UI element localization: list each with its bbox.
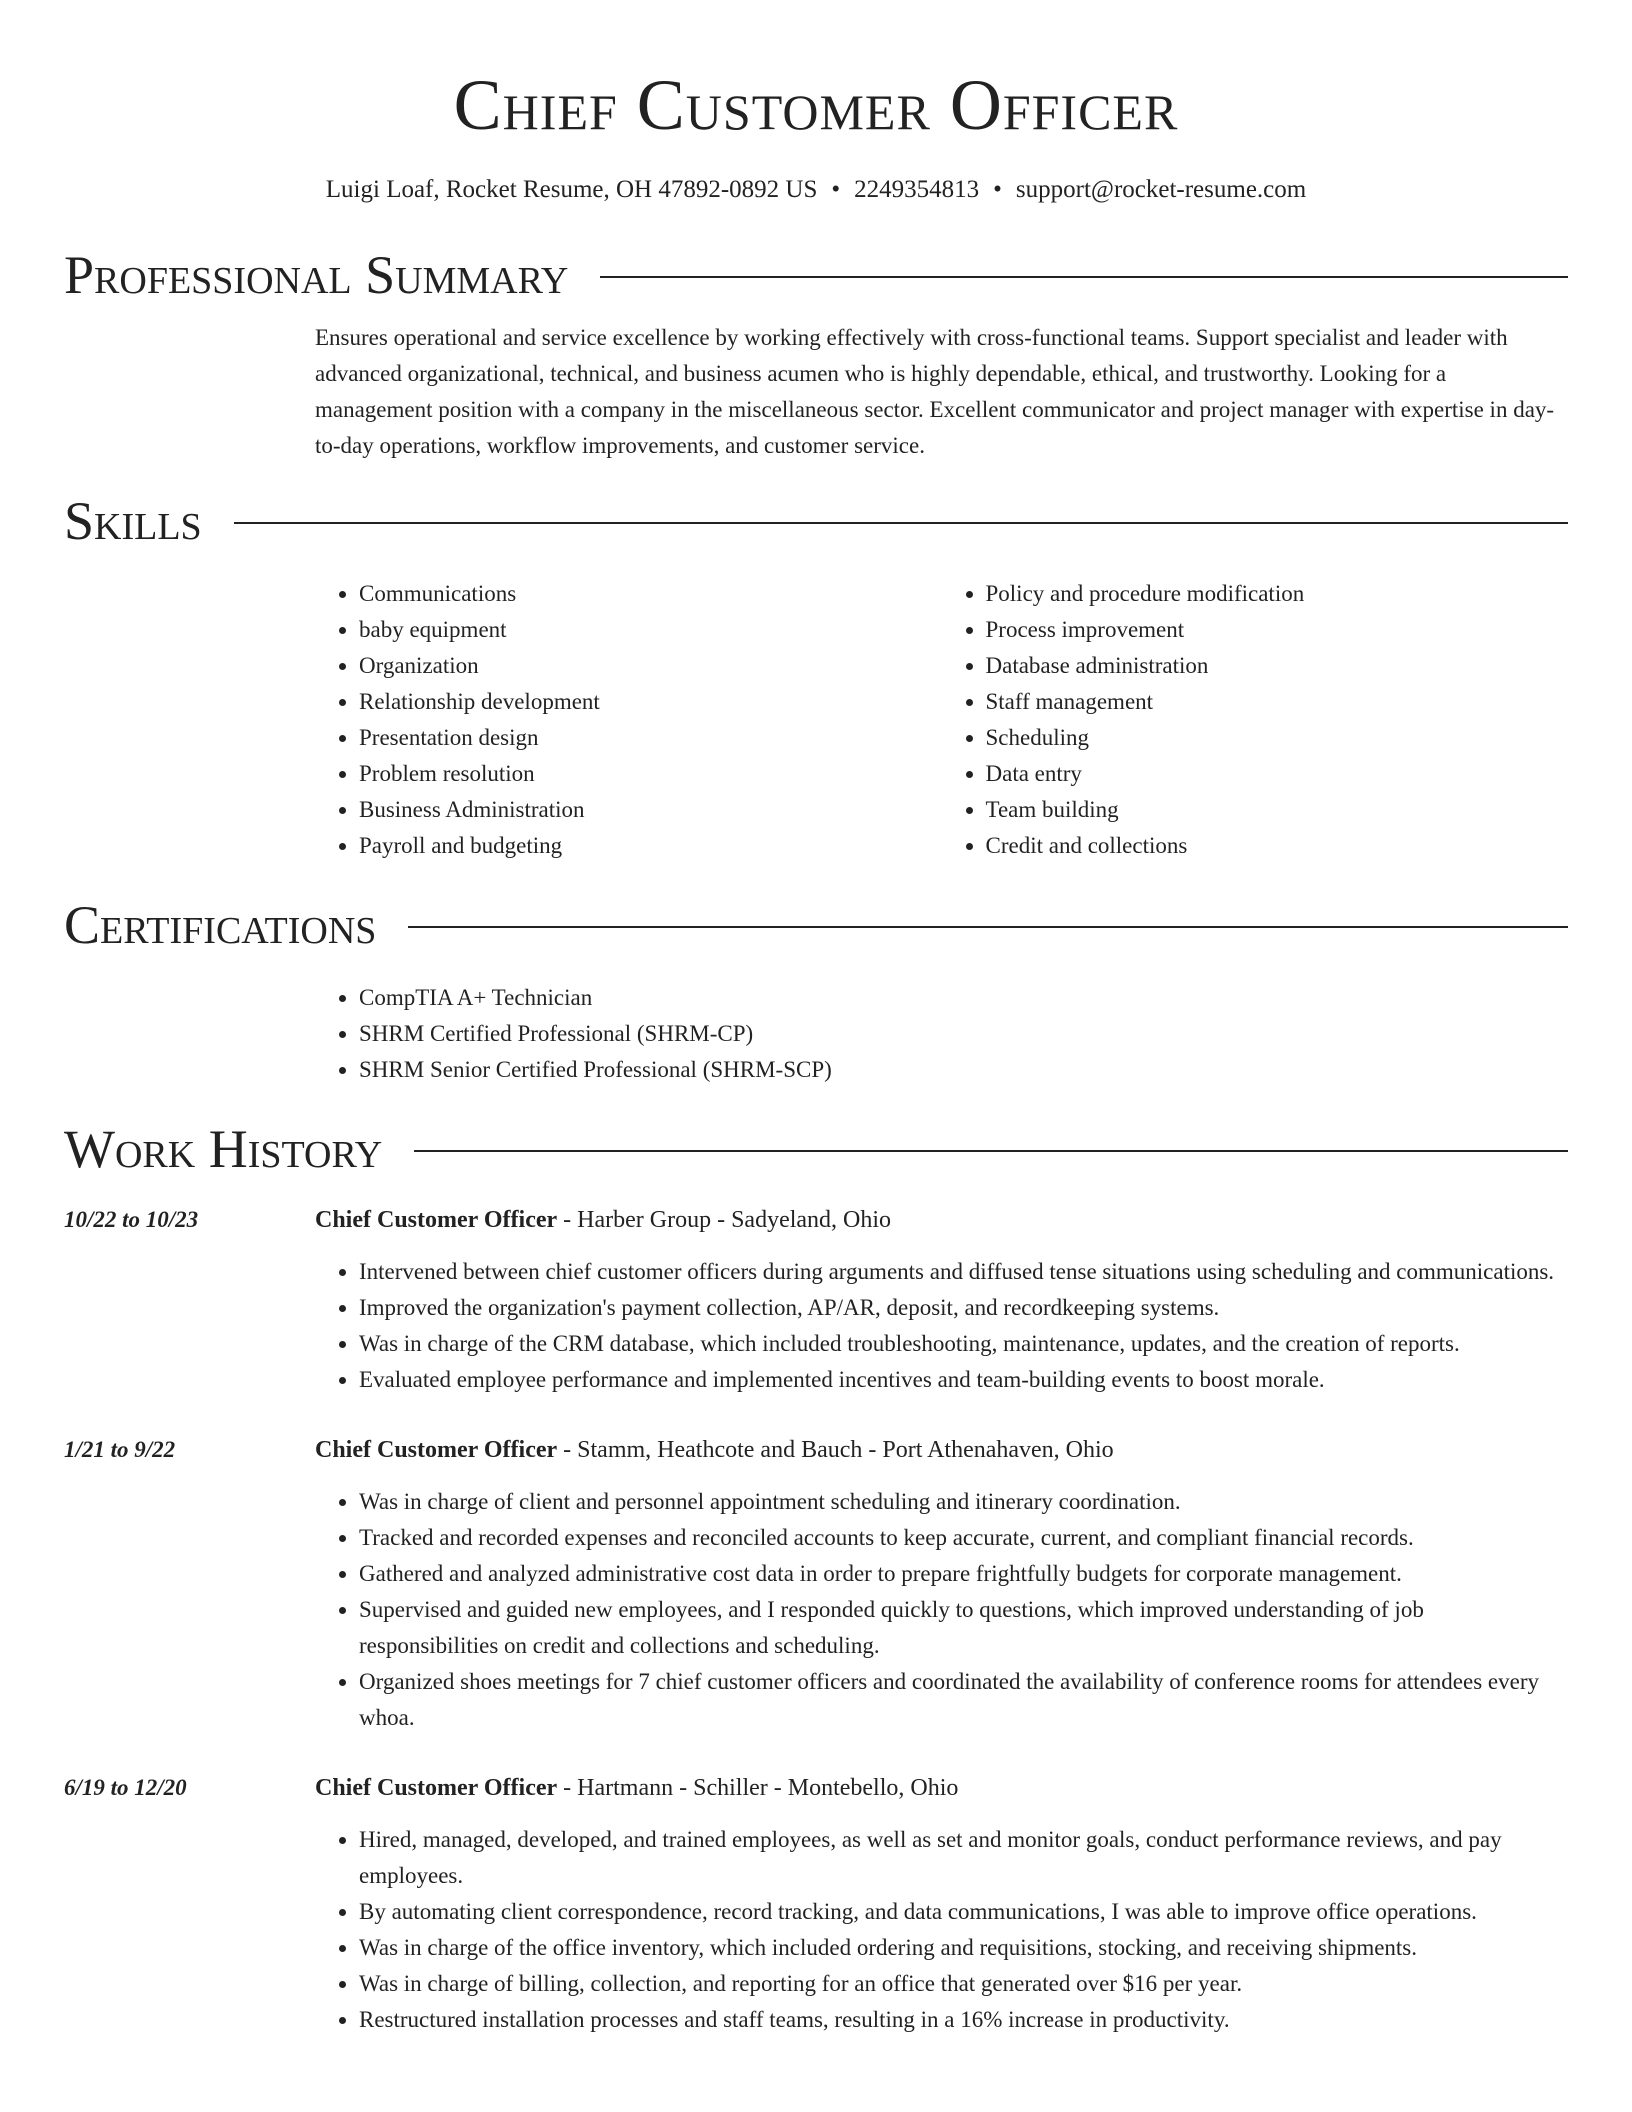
job-company: - Harber Group - Sadyeland, Ohio	[557, 1207, 892, 1233]
skill-item: • Payroll and budgeting	[359, 828, 942, 864]
job-dates: 10/22 to 10/23	[64, 1207, 199, 1232]
skill-item: • Credit and collections	[986, 828, 1569, 864]
contact-phone: 2249354813	[854, 176, 980, 203]
job-body	[315, 1770, 1568, 2038]
section-heading-work-history	[64, 1118, 1568, 1180]
section-title: Professional Summary	[64, 245, 569, 305]
certification-item: • CompTIA A+ Technician	[359, 980, 1568, 1016]
skill-item: • baby equipment	[359, 612, 942, 648]
contact-address: Luigi Loaf, Rocket Resume, OH 47892-0892 US	[325, 176, 818, 203]
summary-block	[315, 320, 1568, 464]
contact-separator: •	[993, 176, 1002, 203]
section-heading-certifications	[64, 894, 1568, 956]
section-rule	[408, 926, 1568, 928]
job-bullet: • Was in charge of the office inventory, which included ordering and requisitions, stocking, and receiving shipments.	[359, 1930, 1568, 1966]
skill-item: • Team building	[986, 792, 1569, 828]
contact-line	[64, 174, 1568, 206]
job-header	[315, 1770, 1568, 1806]
contact-separator: •	[831, 176, 841, 203]
skill-item: • Organization	[359, 648, 942, 684]
skills-block	[315, 576, 1568, 864]
job-bullet: • Supervised and guided new employees, and I responded quickly to questions, which improved understanding of job responsibilities on credit and collections and scheduling.	[359, 1592, 1568, 1664]
job-company: - Hartmann - Schiller - Montebello, Ohio	[557, 1775, 959, 1801]
skill-item: • Presentation design	[359, 720, 942, 756]
job-bullet: • Intervened between chief customer officers during arguments and diffused tense situations using scheduling and communications.	[359, 1254, 1568, 1290]
job-bullet: • Evaluated employee performance and implemented incentives and team-building events to boost morale.	[359, 1362, 1568, 1398]
job-bullet: • Was in charge of billing, collection, and reporting for an office that generated over $16 per year.	[359, 1966, 1568, 2002]
skill-item: • Staff management	[986, 684, 1569, 720]
job-role: Chief Customer Officer	[315, 1207, 558, 1233]
skill-item: • Problem resolution	[359, 756, 942, 792]
job-header	[315, 1202, 1568, 1238]
section-title: Work History	[64, 1119, 383, 1179]
job-bullets	[315, 1254, 1568, 1398]
job-dates: 6/19 to 12/20	[64, 1775, 187, 1800]
job-entry	[64, 1770, 1568, 2038]
section-title: Skills	[64, 491, 202, 551]
job-role: Chief Customer Officer	[315, 1437, 558, 1463]
job-entry	[64, 1202, 1568, 1398]
job-role: Chief Customer Officer	[315, 1775, 558, 1801]
job-bullets	[315, 1484, 1568, 1736]
skills-list-left	[315, 576, 942, 864]
certifications-block	[315, 980, 1568, 1088]
job-bullet: • Organized shoes meetings for 7 chief customer officers and coordinated the availability of conference rooms for attendees every whoa.	[359, 1664, 1568, 1736]
job-header	[315, 1432, 1568, 1468]
job-bullet: • Improved the organization's payment collection, AP/AR, deposit, and recordkeeping systems.	[359, 1290, 1568, 1326]
job-bullets	[315, 1822, 1568, 2038]
skills-list-right	[942, 576, 1569, 864]
section-heading-skills	[64, 490, 1568, 552]
skill-item: • Data entry	[986, 756, 1569, 792]
job-bullet: • Restructured installation processes and staff teams, resulting in a 16% increase in productivity.	[359, 2002, 1568, 2038]
job-dates: 1/21 to 9/22	[64, 1437, 176, 1462]
skill-item: • Database administration	[986, 648, 1569, 684]
skill-item: • Relationship development	[359, 684, 942, 720]
skill-item: • Process improvement	[986, 612, 1569, 648]
skill-item: • Communications	[359, 576, 942, 612]
job-body	[315, 1202, 1568, 1398]
section-rule	[600, 276, 1568, 278]
contact-email: support@rocket-resume.com	[1015, 176, 1307, 203]
job-bullet: • By automating client correspondence, record tracking, and data communications, I was able to improve office operations.	[359, 1894, 1568, 1930]
skill-item: • Policy and procedure modification	[986, 576, 1569, 612]
section-heading-summary	[64, 244, 1568, 306]
job-entry	[64, 1432, 1568, 1736]
certification-item: • SHRM Senior Certified Professional (SHRM-SCP)	[359, 1052, 1568, 1088]
section-rule	[234, 522, 1568, 524]
job-body	[315, 1432, 1568, 1736]
job-bullet: • Tracked and recorded expenses and reconciled accounts to keep accurate, current, and compliant financial records.	[359, 1520, 1568, 1556]
job-company: - Stamm, Heathcote and Bauch - Port Athenahaven, Ohio	[557, 1437, 1114, 1463]
section-rule	[414, 1150, 1568, 1152]
job-bullet: • Was in charge of the CRM database, which included troubleshooting, maintenance, updates, and the creation of reports.	[359, 1326, 1568, 1362]
resume-page	[64, 0, 1568, 2038]
skill-item: • Business Administration	[359, 792, 942, 828]
summary-text: Ensures operational and service excellence by working effectively with cross-functional teams. Support specialist and leader with advanced organizational, technical, and business acumen who is highly dependable, ethical, and trustworthy. Looking for a management position with a company in the miscellaneous sector. Excellent communicator and project manager with expertise in day-to-day operations, workflow improvements, and customer service.	[315, 325, 1555, 458]
skill-item: • Scheduling	[986, 720, 1569, 756]
certification-item: • SHRM Certified Professional (SHRM-CP)	[359, 1016, 1568, 1052]
resume-title: Chief Customer Officer	[453, 65, 1179, 145]
job-bullet: • Was in charge of client and personnel appointment scheduling and itinerary coordination.	[359, 1484, 1568, 1520]
certifications-list	[315, 980, 1568, 1088]
section-title: Certifications	[64, 895, 377, 955]
job-bullet: • Gathered and analyzed administrative cost data in order to prepare frightfully budgets for corporate management.	[359, 1556, 1568, 1592]
job-bullet: • Hired, managed, developed, and trained employees, as well as set and monitor goals, conduct performance reviews, and pay employees.	[359, 1822, 1568, 1894]
work-history-block	[64, 1202, 1568, 2038]
